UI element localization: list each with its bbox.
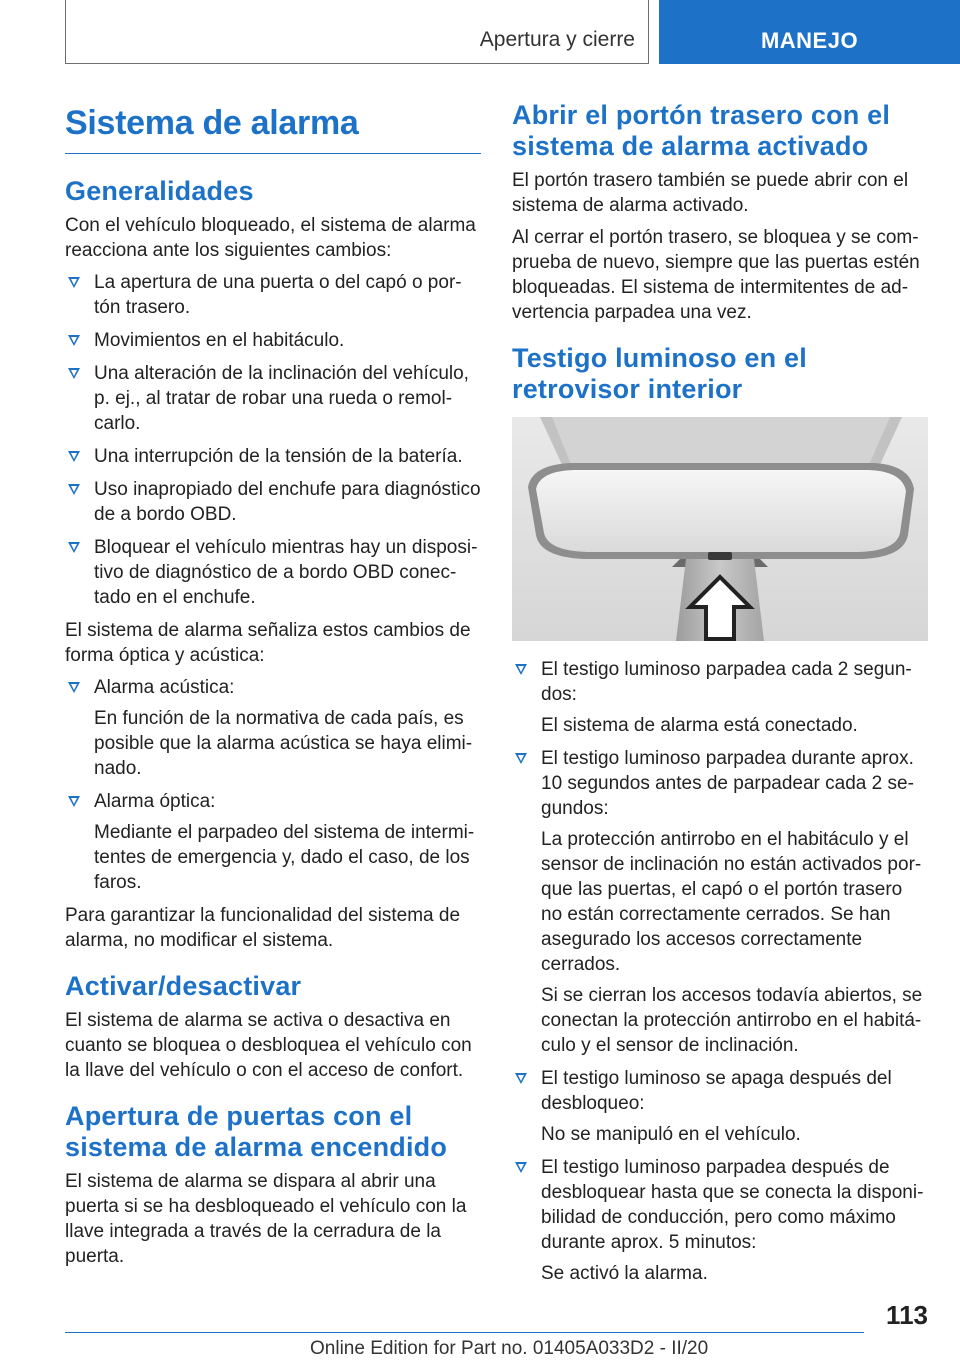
list-item xyxy=(512,657,928,738)
bullet-triangle-icon xyxy=(515,1073,527,1084)
indicator-state: El testigo luminoso parpadea durante aprox. 10 segundos antes de parpadear cada 2 segundos: xyxy=(541,748,914,819)
bullet-triangle-icon xyxy=(515,1162,527,1173)
list-item: Uso inapropiado del enchufe para diagnóstico de a bordo OBD. xyxy=(65,477,481,527)
bullet-triangle-icon xyxy=(68,277,80,288)
rearview-mirror-illustration xyxy=(512,417,928,641)
page-title: Sistema de alarma xyxy=(65,104,481,154)
header-chapter-label: MANEJO xyxy=(760,28,859,53)
alarm-type-label: Alarma acústica: xyxy=(94,677,235,698)
list-item: Una interrupción de la tensión de la batería. xyxy=(65,444,481,469)
indicator-state: El testigo luminoso parpadea después de desbloquear hasta que se conecta la disponibilidad de conducción, pero como máximo durante aprox. 5 minutos: xyxy=(541,1157,924,1253)
list-item: Movimientos en el habitáculo. xyxy=(65,328,481,353)
alarm-type-detail: En función de la normativa de cada país, es posible que la alarma acústica se haya eliminado. xyxy=(94,708,473,779)
bullet-triangle-icon xyxy=(68,796,80,807)
alarm-types-list xyxy=(65,675,481,895)
heading-apertura-puertas: Apertura de puertas con el sistema de alarma encendido xyxy=(65,1101,448,1162)
changes-list xyxy=(65,270,481,610)
list-item xyxy=(65,675,481,781)
list-item xyxy=(512,1066,928,1147)
list-item: Una alteración de la inclinación del vehículo, p. ej., al tratar de robar una rueda o remolcarlo. xyxy=(65,361,481,436)
bullet-triangle-icon xyxy=(515,753,527,764)
indicator-meaning: Si se cierran los accesos todavía abiertos, se conectan la protección antirrobo en el habitáculo y el sensor de inclinación. xyxy=(541,985,923,1056)
list-item: Bloquear el vehículo mientras hay un dispositivo de diagnóstico de a bordo OBD conectado en el enchufe. xyxy=(65,535,481,610)
heading-porton-trasero: Abrir el portón trasero con el sistema de alarma activado xyxy=(512,100,891,161)
heading-testigo: Testigo luminoso en el retrovisor interior xyxy=(512,343,807,404)
bullet-triangle-icon xyxy=(68,542,80,553)
heading-generalidades: Generalidades xyxy=(65,176,254,206)
tailgate-text-2: Al cerrar el portón trasero, se bloquea y se comprueba de nuevo, siempre que las puertas estén bloqueadas. El sistema de intermitentes de advertencia parpadea una vez. xyxy=(512,227,920,323)
header-chapter-tab[interactable] xyxy=(659,0,960,64)
indicator-states-list xyxy=(512,657,928,1286)
list-item: La apertura de una puerta o del capó o portón trasero. xyxy=(65,270,481,320)
page-number: 113 xyxy=(886,1300,928,1330)
left-column xyxy=(65,100,481,1276)
alarm-type-label: Alarma óptica: xyxy=(94,791,216,812)
indicator-state: El testigo luminoso parpadea cada 2 segundos: xyxy=(541,659,912,705)
activate-text: El sistema de alarma se activa o desactiva en cuanto se bloquea o desbloquea el vehículo con la llave del vehículo o con el acceso de confort. xyxy=(65,1010,472,1081)
tailgate-text-1: El portón trasero también se puede abrir con el sistema de alarma activado. xyxy=(512,170,909,216)
list-item xyxy=(512,1155,928,1286)
footer-edition: Online Edition for Part no. 01405A033D2 - II/20 xyxy=(310,1338,709,1359)
indicator-meaning: Se activó la alarma. xyxy=(541,1263,708,1284)
bullet-triangle-icon xyxy=(68,368,80,379)
list-item xyxy=(65,789,481,895)
right-column xyxy=(512,100,928,1294)
indicator-meaning: El sistema de alarma está conectado. xyxy=(541,715,858,736)
bullet-triangle-icon xyxy=(68,484,80,495)
indicator-meaning: No se manipuló en el vehículo. xyxy=(541,1124,801,1145)
footer-divider xyxy=(65,1332,864,1333)
header-section-title: Apertura y cierre xyxy=(479,28,635,51)
bullet-triangle-icon xyxy=(68,335,80,346)
bullet-triangle-icon xyxy=(68,682,80,693)
bullet-triangle-icon xyxy=(515,664,527,675)
general-intro: Con el vehículo bloqueado, el sistema de alarma reacciona ante los siguientes cambios: xyxy=(65,215,476,261)
bullet-triangle-icon xyxy=(68,451,80,462)
heading-activar: Activar/desactivar xyxy=(65,971,302,1001)
doors-text: El sistema de alarma se dispara al abrir una puerta si se ha desbloqueado el vehículo con la llave integrada a través de la cerradura de la puerta. xyxy=(65,1171,467,1267)
alarm-type-detail: Mediante el parpadeo del sistema de intermitentes de emergencia y, dado el caso, de los faros. xyxy=(94,822,475,893)
indicator-meaning: La protección antirrobo en el habitáculo y el sensor de inclinación no están activados porque las puertas, el capó o el portón trasero no están correctamente cerrados. Se han asegurado los accesos correctamente cerrados. xyxy=(541,829,922,975)
list-item xyxy=(512,746,928,1058)
indicator-state: El testigo luminoso se apaga después del desbloqueo: xyxy=(541,1068,892,1114)
signal-intro: El sistema de alarma señaliza estos cambios de forma óptica y acústica: xyxy=(65,620,471,666)
general-note: Para garantizar la funcionalidad del sistema de alarma, no modificar el sistema. xyxy=(65,905,461,951)
